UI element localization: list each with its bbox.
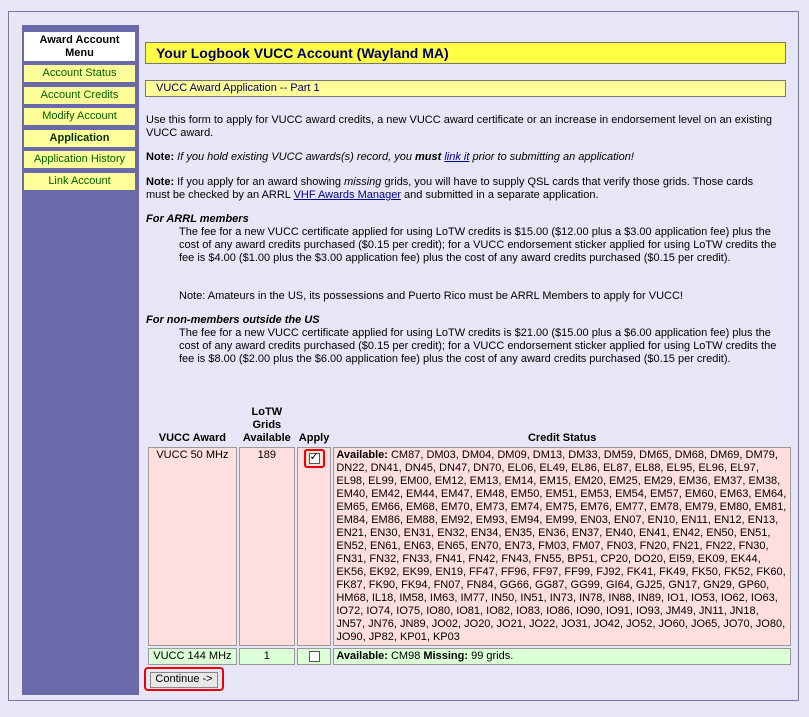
sidebar-item-modify-account[interactable]: Modify Account (24, 108, 135, 125)
note-text-end: prior to submitting an application! (472, 151, 634, 163)
sidebar-item-application[interactable]: Application (24, 130, 135, 147)
note-must: must (415, 151, 442, 163)
arrl-fee-text: The fee for a new VUCC certificate applied for using LoTW credits is $15.00 ($12.00 plus a $3.00 application fee) plus the cost of any award credits purchased ($0.15 per credit); for a VUCC endorsement sticker applied for using LoTW credits the fee is $4.00 ($1.00 plus the $3.00 application fee) plus the cost of any award credits purchased ($0.15 per credit). (179, 226, 777, 264)
continue-highlight (144, 667, 224, 691)
apply-checkbox-144mhz[interactable] (309, 651, 320, 662)
col-grids: LoTW Grids Available (242, 406, 291, 444)
apply-checkbox-50mhz[interactable] (309, 453, 320, 464)
credit-table (146, 404, 793, 667)
note2-text-c: and submitted in a separate application. (404, 189, 599, 201)
award-cell: VUCC 144 MHz (148, 648, 237, 665)
link-it-link[interactable]: link it (444, 151, 470, 163)
note-label: Note: (146, 151, 175, 163)
sidebar-item-link-account[interactable]: Link Account (24, 173, 135, 190)
missing-label: Missing: (423, 650, 469, 662)
intro-text: Use this form to apply for VUCC award credits, a new VUCC award certificate or an increase in endorsement level on an existing VUCC award. (146, 114, 773, 139)
nonmember-heading: For non-members outside the US (146, 314, 320, 326)
note2-label: Note: (146, 176, 175, 188)
credit-status-cell (333, 447, 791, 646)
sidebar-item-application-history[interactable]: Application History (24, 151, 135, 168)
apply-cell (297, 447, 332, 646)
grids-cell: 1 (239, 648, 295, 665)
apply-cell (297, 648, 332, 665)
arrl-membership-note: Note: Amateurs in the US, its possessions and Puerto Rico must be ARRL Members to apply for VUCC! (179, 290, 683, 302)
note-text: If you hold existing VUCC awards(s) record, you (177, 151, 412, 163)
credit-status-cell (333, 648, 791, 665)
col-award: VUCC Award (158, 432, 227, 444)
col-apply: Apply (298, 432, 330, 444)
col-credit-status: Credit Status (527, 432, 597, 444)
arrl-heading: For ARRL members (146, 213, 249, 225)
table-header (148, 406, 791, 445)
continue-button[interactable]: Continue -> (150, 672, 218, 688)
sidebar-item-account-status[interactable]: Account Status (24, 65, 135, 82)
page-subtitle: VUCC Award Application -- Part 1 (145, 80, 786, 97)
note2-text-a: If you apply for an award showing (177, 176, 342, 188)
missing-count: 99 grids. (471, 650, 514, 662)
note-missing-grids (146, 176, 776, 202)
available-grids: CM87, DM03, DM04, DM09, DM13, DM33, DM59, DM65, DM68, DM69, DM79, DN22, DN41, DN45, DN47, DN70, EL06, EL49, EL86, EL87, EL88, EL95, EL96, EL97, EL98, EL99, EM00, EM12, EM13, EM14, EM15, EM20, EM25, EM29, EM36, EM37, EM38, EM40, EM42, EM44, EM47, EM48, EM50, EM51, EM53, EM54, EM57, EM60, EM63, EM64, EM65, EM66, EM68, EM70, EM73, EM74, EM75, EM76, EM77, EM78, EM79, EM80, EM81, EM84, EM86, EM88, EM92, EM93, EM94, EM99, EN03, EN07, EN10, EN11, EN12, EN13, EN21, EN30, EN31, EN32, EN34, EN35, EN36, EN37, EN40, EN41, EN42, EN50, EN51, EN52, EN61, EN63, EN65, EN70, EN73, FM03, FM07, FN03, FN20, FN21, FN22, FN30, FN31, FN32, FN33, FN41, FN42, FN43, FN55, BP51, CP20, DO20, EI59, EK09, EK44, EK56, EK92, EK99, EN19, FF47, FF96, FF97, FF99, FJ92, FK41, FK49, FK50, FK52, FK60, FK87, FK90, FK94, FN07, FN84, GG66, GG87, GG99, GI64, GJ25, GN17, GN29, GP60, HM68, IL18, IM58, IM63, IM77, IN50, IN51, IN73, IN78, IN88, IN89, IO1, IO53, IO62, IO63, IO72, IO74, IO75, IO80, IO81, IO82, IO83, IO86, IO90, IO91, IO93, JM49, JN11, JN18, JN57, JN76, JN89, JO02, JO20, JO21, JO22, JO31, JO42, JO52, JO60, JO65, JO70, JO80, JO90, JP82, KP01, KP03 (336, 449, 787, 643)
grids-cell: 189 (239, 447, 295, 646)
note-link-account (146, 151, 776, 164)
sidebar-item-account-credits[interactable]: Account Credits (24, 87, 135, 104)
table-row (148, 447, 791, 646)
available-label: Available: (336, 650, 388, 662)
sidebar (22, 25, 139, 695)
nonmember-fee-text: The fee for a new VUCC certificate applied for using LoTW credits is $21.00 ($15.00 plus a $6.00 application fee) plus the cost of any award credits purchased ($0.15 per credit); for a VUCC endorsement sticker applied for using LoTW credits the fee is $8.00 ($2.00 plus the $6.00 application fee) plus the cost of any award credits purchased ($0.15 per credit). (179, 327, 777, 365)
available-label: Available: (336, 449, 388, 461)
available-grids: CM98 (390, 650, 421, 662)
award-cell: VUCC 50 MHz (148, 447, 237, 646)
apply-highlight (304, 449, 325, 468)
table-row (148, 648, 791, 665)
page-title: Your Logbook VUCC Account (Wayland MA) (145, 42, 786, 64)
menu-title: Award Account Menu (24, 32, 135, 61)
note2-missing: missing (344, 176, 382, 188)
vhf-awards-manager-link[interactable]: VHF Awards Manager (293, 189, 401, 201)
note2-text-b: grids, you will have to supply QSL cards that verify those grids. Those cards must be checked by an ARRL (146, 176, 754, 201)
